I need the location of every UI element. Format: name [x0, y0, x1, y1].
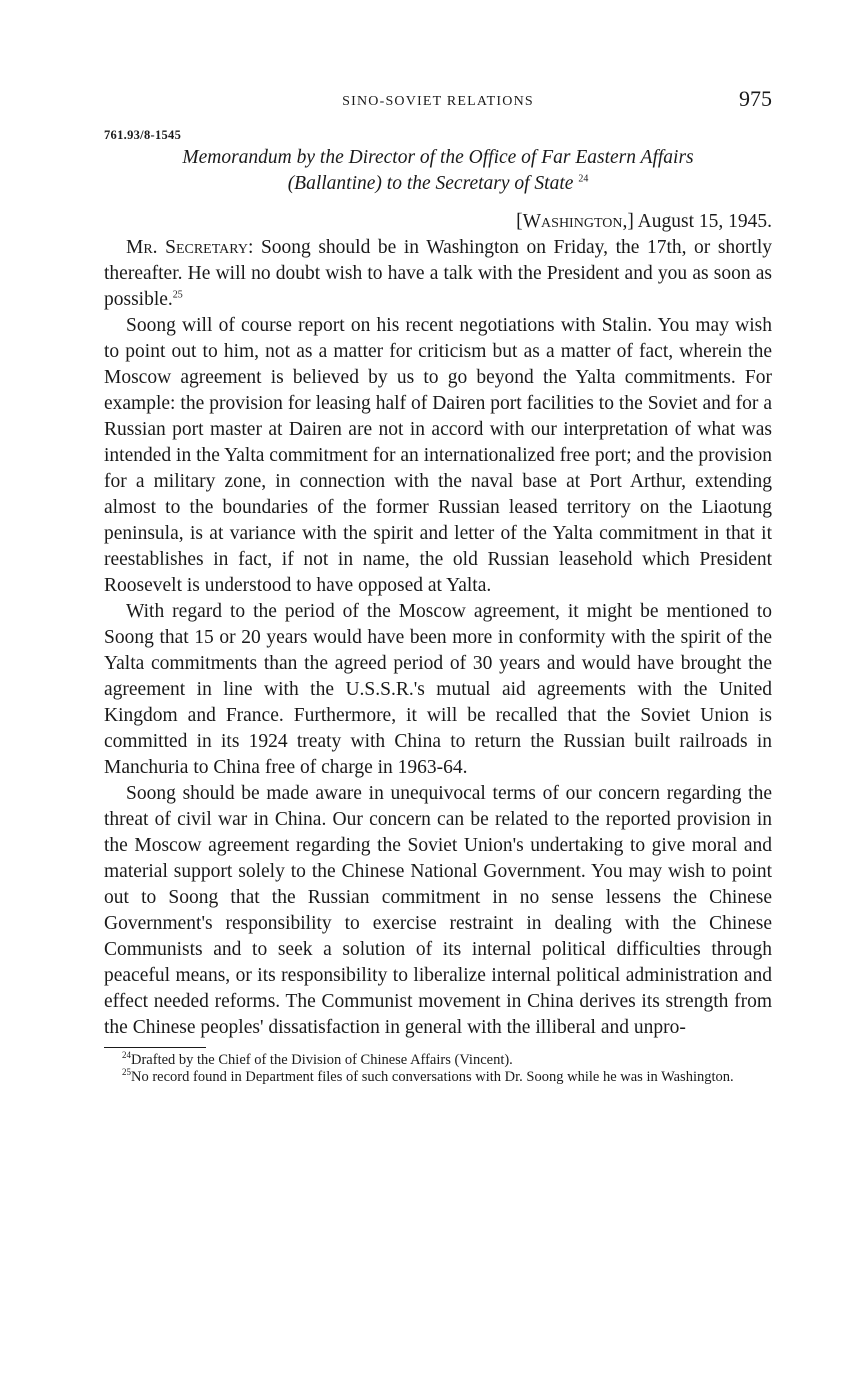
footnote-24: [104, 1052, 772, 1069]
dateline-date: August 15, 1945.: [637, 211, 772, 232]
footnotes: [104, 1052, 772, 1086]
footnote-24-mark: 24: [122, 1050, 131, 1061]
paragraph-4: Soong should be made aware in unequivocal terms of our concern regarding the threat of civil war in China. Our concern can be related to the reported provision in the Moscow agreement regarding the Soviet Union's undertaking to give moral and material support solely to the Chinese National Government. You may wish to point out to Soong that the Russian commitment in no sense lessens the Chinese Government's responsibility to exercise restraint in dealing with the Chinese Communists and to seek a solution of its internal political difficulties through peaceful means, or its responsibility to liberalize internal political administration and effect needed reforms. The Communist movement in China derives its strength from the Chinese peoples' dissatisfaction in general with the illiberal and unpro-: [104, 783, 772, 1038]
paragraph-3: With regard to the period of the Moscow agreement, it might be mentioned to Soong that 15 or 20 years would have been more in conformity with the spirit of the Yalta commitments than the agreed period of 30 years and would have brought the agreement in line with the U.S.S.R.'s mutual aid agreements with the United Kingdom and France. Furthermore, it will be recalled that the Soviet Union is committed in its 1924 treaty with China to return the Russian built railroads in Manchuria to China free of charge in 1963-64.: [104, 601, 772, 778]
footnote-ref-25: 25: [172, 289, 183, 301]
footnote-25: [104, 1069, 772, 1086]
dateline-place: [Washington,]: [516, 211, 634, 232]
footnote-25-text: No record found in Department files of such conversations with Dr. Soong while he was in Washington.: [131, 1069, 734, 1085]
file-number: 761.93/8-1545: [104, 128, 182, 142]
memo-body: [104, 235, 772, 1041]
document-page: [104, 84, 772, 1086]
document-title-line-2-text: (Ballantine) to the Secretary of State: [287, 173, 574, 194]
salutation: Mr. Secretary:: [126, 237, 254, 258]
paragraph-1-text: Soong should be in Washington on Friday, the 17th, or shortly thereafter. He will no doubt wish to have a talk with the President and you as soon as possible.: [104, 237, 773, 310]
document-title-line-2: [104, 171, 772, 197]
running-header: [104, 84, 772, 120]
dateline: [104, 209, 772, 235]
footnote-24-text: Drafted by the Chief of the Division of Chinese Affairs (Vincent).: [131, 1052, 513, 1068]
paragraph-2: Soong will of course report on his recent negotiations with Stalin. You may wish to point out to him, not as a matter for criticism but as a matter of fact, wherein the Moscow agreement is believed by us to go beyond the Yalta commitments. For example: the provision for leasing half of Dairen port facilities to the Soviet and for a Russian port master at Dairen are not in accord with our interpretation of what was intended in the Yalta commitment for an internationalized free port; and the provision for a military zone, in connection with the naval base at Port Arthur, extending almost to the boundaries of the former Russian leased territory on the Liaotung peninsula, is at variance with the spirit and letter of the Yalta commitment in that it reestablishes in fact, if not in name, the old Russian leasehold which President Roosevelt is understood to have opposed at Yalta.: [104, 315, 772, 596]
page-number: 975: [739, 86, 772, 111]
paragraph-1: [104, 235, 772, 313]
footnote-ref-24: 24: [578, 173, 589, 185]
footnote-divider: [104, 1047, 206, 1048]
running-title: SINO-SOVIET RELATIONS: [342, 94, 534, 109]
footnote-25-mark: 25: [122, 1067, 131, 1078]
document-title-line-1: Memorandum by the Director of the Office of Far Eastern Affairs: [182, 147, 694, 168]
document-title: [104, 145, 772, 197]
